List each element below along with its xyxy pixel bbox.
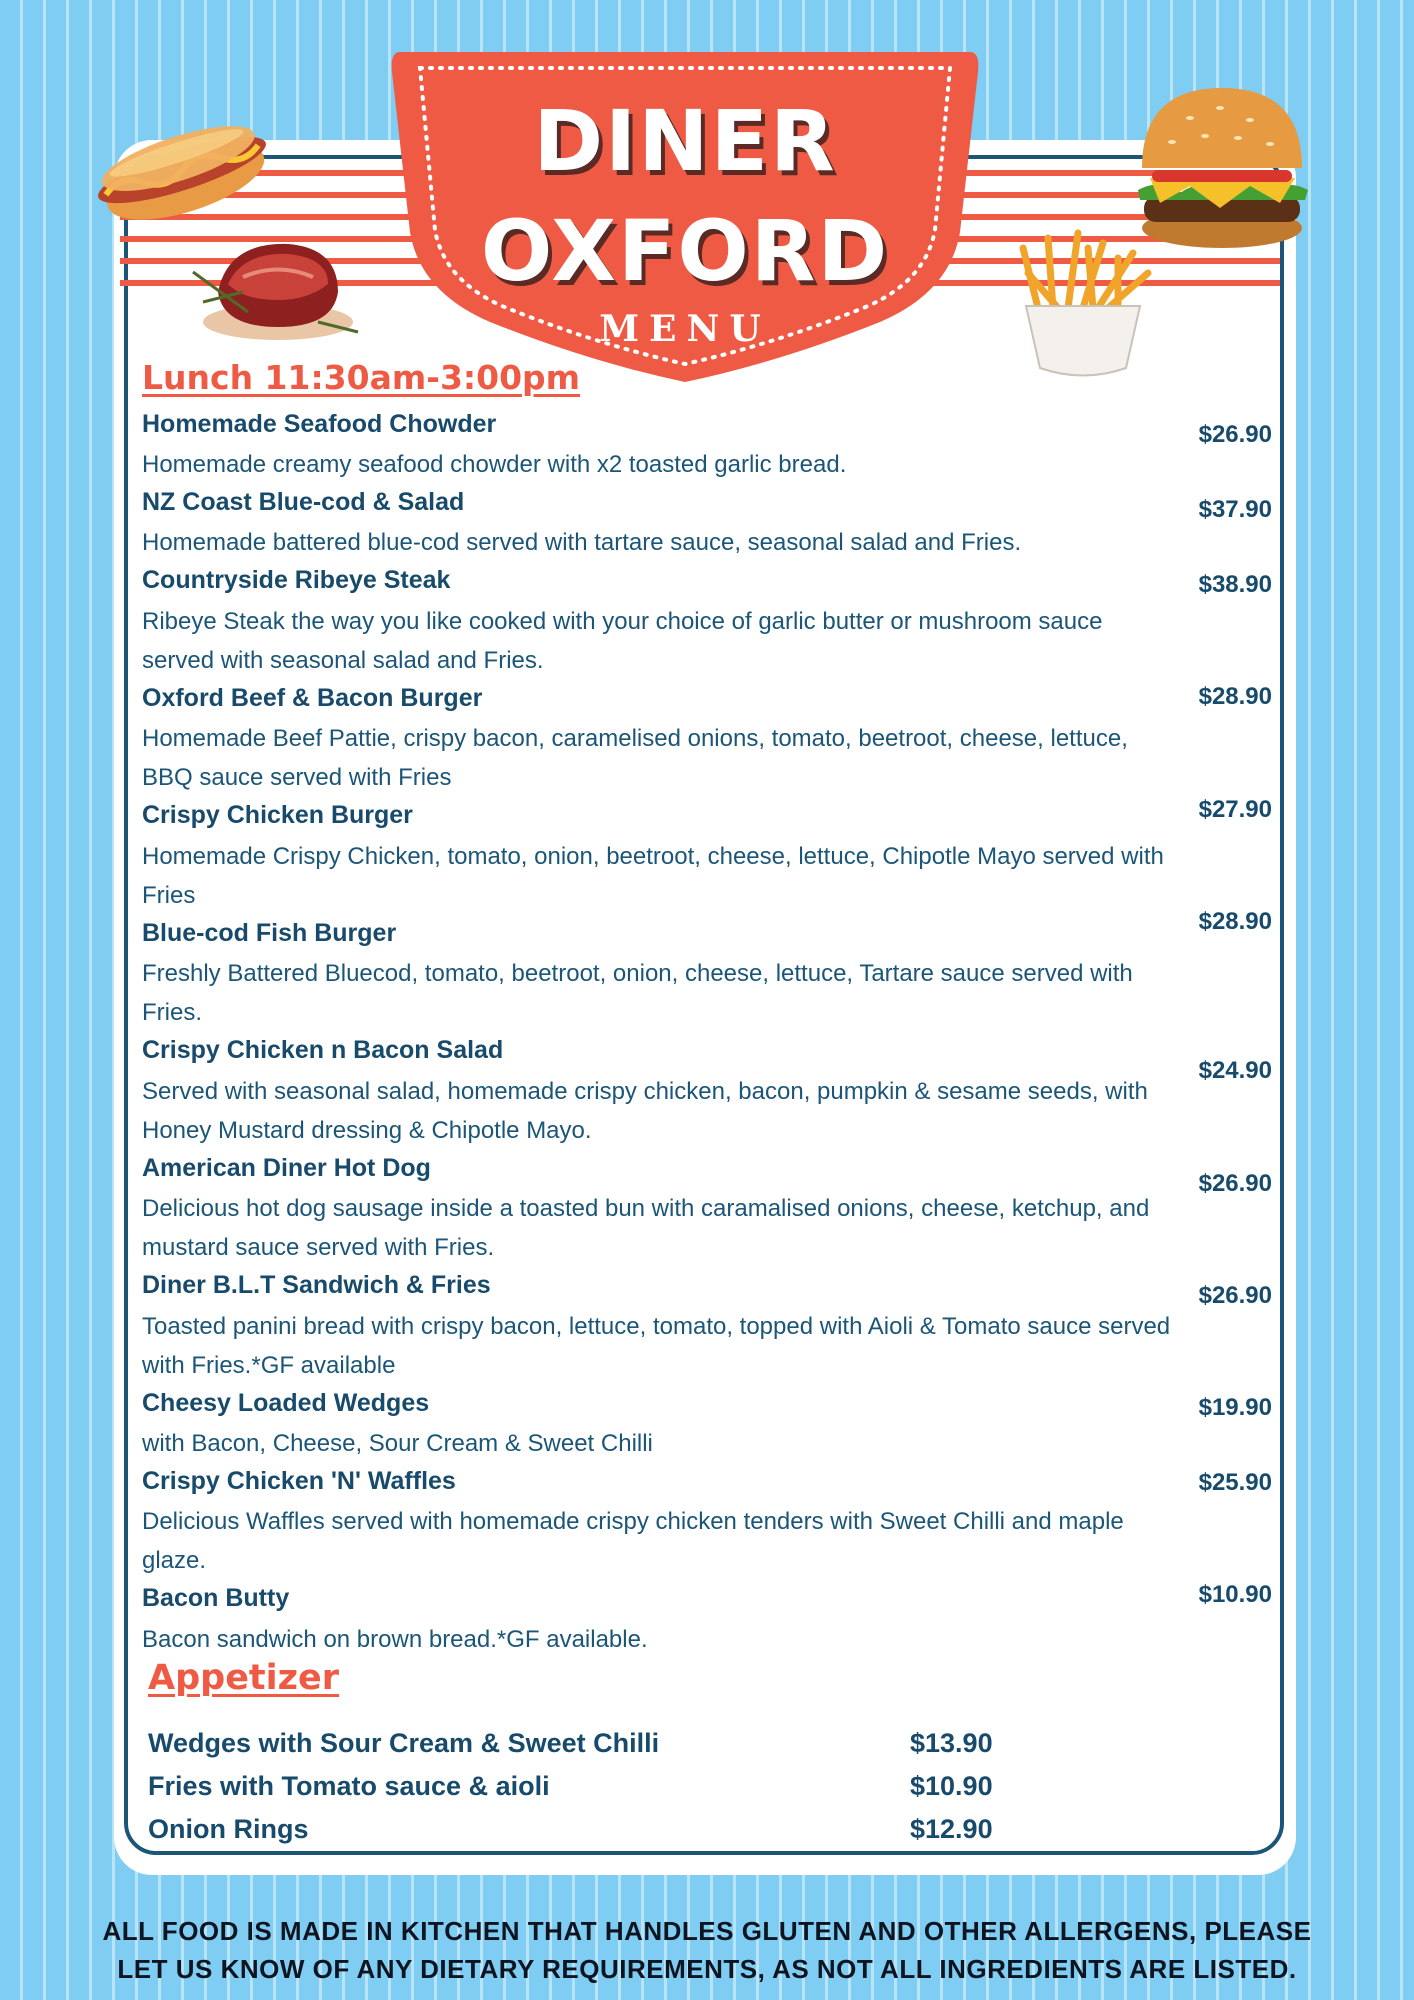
menu-item-name: Countryside Ribeye Steak [142, 566, 451, 594]
menu-item-desc: Bacon sandwich on brown bread.*GF available. [142, 1626, 648, 1653]
menu-item-name: Crispy Chicken 'N' Waffles [142, 1467, 456, 1495]
menu-item-name: Homemade Seafood Chowder [142, 410, 497, 438]
title-line-diner: DINER [533, 92, 837, 190]
menu-item-name: American Diner Hot Dog [142, 1154, 431, 1182]
menu-item-name: Crispy Chicken n Bacon Salad [142, 1036, 504, 1064]
menu-item-price: $37.90 [1198, 496, 1272, 523]
menu-item-price: $19.90 [1198, 1394, 1272, 1421]
menu-item-price: $38.90 [1198, 571, 1272, 598]
menu-item-desc: Homemade Crispy Chicken, tomato, onion, beetroot, cheese, lettuce, Chipotle Mayo served with Fries [142, 843, 1164, 909]
menu-item-price: $26.90 [1198, 1282, 1272, 1309]
menu-item-price: $25.90 [1198, 1469, 1272, 1496]
lunch-heading: Lunch 11:30am-3:00pm [142, 358, 581, 397]
appetizer-item-name: Fries with Tomato sauce & aioli [148, 1771, 550, 1801]
menu-item-name: Cheesy Loaded Wedges [142, 1389, 430, 1417]
menu-item-name: Bacon Butty [142, 1584, 290, 1612]
menu-item-desc: Served with seasonal salad, homemade crispy chicken, bacon, pumpkin & sesame seeds, with Honey Mustard dressing & Chipotle Mayo. [142, 1078, 1148, 1144]
allergen-notice-line2: LET US KNOW OF ANY DIETARY REQUIREMENTS, AS NOT ALL INGREDIENTS ARE LISTED. [117, 1954, 1297, 1984]
menu-subtitle: MENU [599, 308, 771, 350]
menu-item-name: Blue-cod Fish Burger [142, 919, 397, 947]
menu-item-price: $26.90 [1198, 421, 1272, 448]
hot-dog-illustration [92, 100, 272, 240]
menu-item-desc: Homemade creamy seafood chowder with x2 toasted garlic bread. [142, 451, 847, 478]
menu-item-price: $24.90 [1198, 1057, 1272, 1084]
appetizer-item-name: Wedges with Sour Cream & Sweet Chilli [148, 1728, 660, 1758]
menu-item-desc: Toasted panini bread with crispy bacon, lettuce, tomato, topped with Aioli & Tomato sauce served with Fries.*GF available [142, 1313, 1171, 1379]
title-banner [380, 52, 990, 392]
menu-item-desc: Freshly Battered Bluecod, tomato, beetroot, onion, cheese, lettuce, Tartare sauce served with Fries. [142, 960, 1133, 1026]
fries-illustration [1008, 228, 1158, 383]
steak-illustration [188, 222, 363, 352]
menu-item-desc: Delicious hot dog sausage inside a toasted bun with caramalised onions, cheese, ketchup, and mustard sauce served with Fries. [142, 1195, 1150, 1261]
menu-item-price: $10.90 [1198, 1581, 1272, 1608]
menu-item-price: $27.90 [1198, 796, 1272, 823]
menu-item-name: Oxford Beef & Bacon Burger [142, 684, 483, 712]
menu-item-desc: Delicious Waffles served with homemade crispy chicken tenders with Sweet Chilli and maple glaze. [142, 1508, 1124, 1574]
menu-item-name: Diner B.L.T Sandwich & Fries [142, 1271, 491, 1299]
menu-item-price: $26.90 [1198, 1170, 1272, 1197]
appetizer-item-price: $12.90 [910, 1814, 993, 1844]
allergen-notice-line1: ALL FOOD IS MADE IN KITCHEN THAT HANDLES GLUTEN AND OTHER ALLERGENS, PLEASE [102, 1916, 1312, 1946]
appetizer-heading: Appetizer [148, 1658, 340, 1698]
menu-item-desc: with Bacon, Cheese, Sour Cream & Sweet Chilli [142, 1430, 653, 1457]
appetizer-item-name: Onion Rings [148, 1814, 309, 1844]
menu-item-desc: Homemade battered blue-cod served with tartare sauce, seasonal salad and Fries. [142, 529, 1022, 556]
burger-illustration [1130, 78, 1315, 253]
menu-item-price: $28.90 [1198, 908, 1272, 935]
appetizer-item-price: $13.90 [910, 1728, 993, 1758]
menu-item-price: $28.90 [1198, 683, 1272, 710]
appetizer-item-price: $10.90 [910, 1771, 993, 1801]
menu-item-desc: Ribeye Steak the way you like cooked with your choice of garlic butter or mushroom sauce served with seasonal salad and Fries. [142, 608, 1103, 674]
allergen-notice [60, 1912, 1354, 1988]
menu-item-name: NZ Coast Blue-cod & Salad [142, 488, 465, 516]
title-line-oxford: OXFORD [480, 202, 890, 300]
menu-item-desc: Homemade Beef Pattie, crispy bacon, caramelised onions, tomato, beetroot, cheese, lettuce, BBQ sauce served with Fries [142, 725, 1128, 791]
menu-item-name: Crispy Chicken Burger [142, 801, 413, 829]
